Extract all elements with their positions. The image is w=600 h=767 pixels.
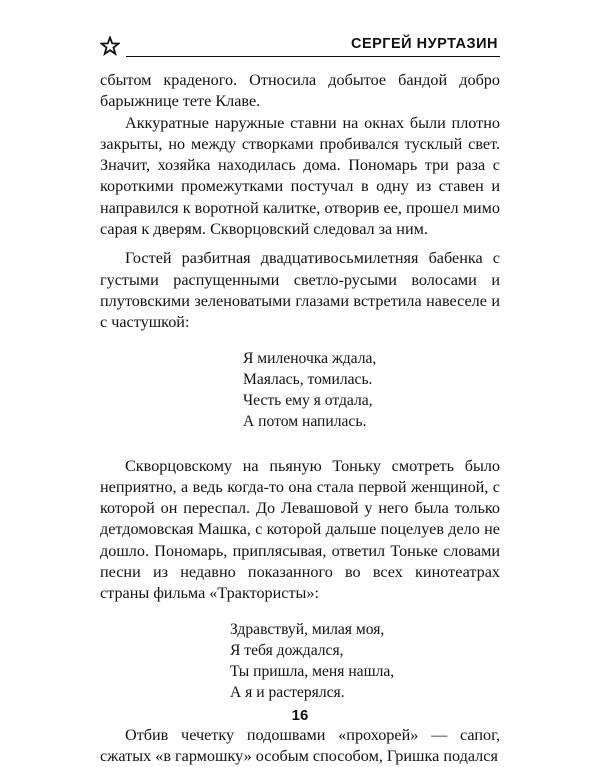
author-name: СЕРГЕЙ НУРТАЗИН (350, 36, 498, 52)
verse-line: Здравствуй, милая моя, (230, 620, 385, 638)
paragraph-4: Скворцовскому на пьяную Тоньку смотреть было неприятно, а ведь когда-то она стала первой женщиной, с которой он переспал. До Левашовой у него была только детдомовская Машка, с которой дальше поцелуев дело не дошло. Пономарь, приплясывая, ответил Тоньке словами песни из недавно показанного во всех кинотеатрах страны фильма «Трактористы»: (100, 456, 500, 603)
star-outline-icon (100, 36, 120, 56)
verse-chastushka (100, 348, 500, 432)
page-number: 16 (291, 707, 309, 724)
paragraph-1: сбытом краденого. Относила добытое бандой добро барыжнице тете Клаве. (100, 71, 500, 111)
paragraph-2: Аккуратные наружные ставни на окнах были плотно закрыты, но между створками пробивался тусклый свет. Значит, хозяйка находилась дома. Пономарь три раза с короткими промежутками постучал в одну из ставен и направился к воротной калитке, отворив ее, прошел мимо сарая к дверям. Скворцовский следовал за ним. (100, 113, 500, 239)
verse-line: Я миленочка ждала, (243, 349, 377, 367)
verse-song (100, 619, 500, 703)
verse-line: А потом напилась. (243, 412, 367, 430)
verse-line: Маялась, томилась. (243, 370, 373, 388)
verse-line: Честь ему я отдала, (243, 391, 373, 409)
verse-line: Я тебя дождался, (230, 641, 344, 659)
verse-line: А я и растерялся. (230, 683, 345, 701)
page-body (100, 70, 500, 767)
paragraph-3: Гостей разбитная двадцативосьмилетняя бабенка с густыми распущенными светло-русыми волосами и плутовскими зеленоватыми глазами встретила навеселе и с частушкой: (100, 249, 500, 332)
paragraph-5: Отбив чечетку подошвами «прохорей» — сапог, сжатых «в гармошку» особым способом, Гришка подался (100, 725, 500, 765)
running-header (100, 36, 500, 58)
verse-line: Ты пришла, меня нашла, (230, 662, 395, 680)
header-rule (126, 56, 500, 57)
